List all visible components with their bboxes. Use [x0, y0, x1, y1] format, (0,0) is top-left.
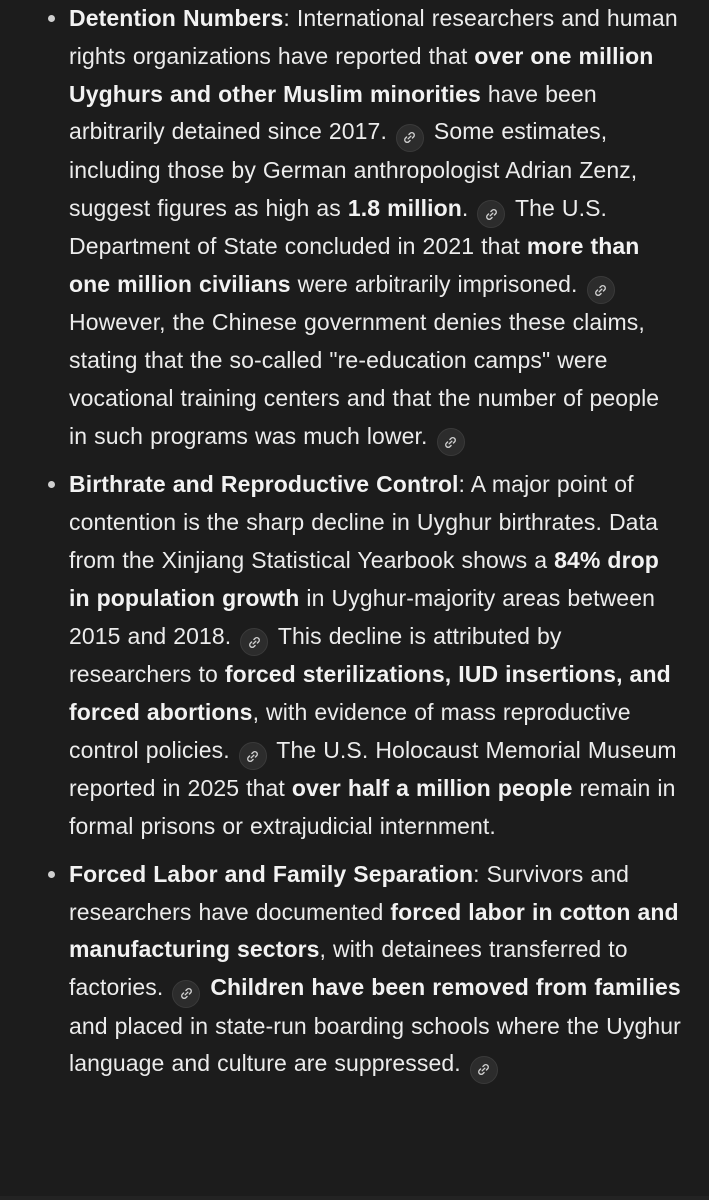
bold-text: forced labor in cotton and manufacturing sectors: [69, 898, 679, 963]
text-run: Some estimates, including those by German anthropologist Adrian Zenz, suggest figures as high as: [69, 118, 638, 221]
bold-text: more than one million civilians: [69, 233, 640, 297]
bold-text: over one million Uyghurs and other Muslim minorities: [69, 42, 654, 107]
text-run: and placed in state-run boarding schools where the Uyghur language and culture are suppressed.: [69, 1012, 681, 1077]
text-run: in Uyghur-majority areas between 2015 and 2018.: [69, 584, 655, 649]
bold-text: Children have been removed from families: [210, 974, 681, 1001]
text-run: : International researchers and human rights organizations have reported that: [69, 5, 678, 69]
text-run: The U.S. Department of State concluded in 2021 that: [69, 194, 608, 260]
text-run: , with detainees transferred to factories.: [69, 936, 628, 1001]
bold-text: forced sterilizations, IUD insertions, and forced abortions: [69, 661, 671, 725]
bold-text: Birthrate and Reproductive Control: [69, 471, 459, 498]
link-icon[interactable]: [396, 124, 424, 152]
list-item: [0, 856, 709, 1084]
text-run: However, the Chinese government denies these claims, stating that the so-called "re-education camps" were vocational training centers and that the number of people in such programs was much lower.: [69, 309, 660, 449]
link-icon[interactable]: [470, 1056, 498, 1084]
link-icon[interactable]: [437, 428, 465, 456]
link-icon[interactable]: [239, 742, 267, 770]
bottom-divider: [0, 1196, 709, 1200]
bold-text: Detention Numbers: [69, 5, 284, 31]
text-run: : A major point of contention is the sharp decline in Uyghur birthrates. Data from the Xinjiang Statistical Yearbook shows a: [69, 471, 658, 573]
bold-text: 1.8 million: [347, 194, 462, 221]
list-item-text: [69, 856, 681, 1084]
text-run: remain in formal prisons or extrajudicial internment.: [69, 775, 676, 839]
text-run: .: [461, 194, 476, 221]
link-icon[interactable]: [477, 200, 505, 228]
bullet-dot: [48, 481, 55, 488]
bullet-dot: [48, 871, 55, 878]
text-run: This decline is attributed by researchers to: [69, 622, 562, 688]
text-run: were arbitrarily imprisoned.: [290, 270, 585, 297]
bullet-dot: [48, 15, 55, 22]
text-run: The U.S. Holocaust Memorial Museum reported in 2025 that: [69, 736, 677, 802]
link-icon[interactable]: [587, 276, 615, 304]
bold-text: Forced Labor and Family Separation: [69, 860, 474, 887]
list-item-text: [69, 0, 681, 456]
text-run: have been arbitrarily detained since 2017.: [69, 80, 597, 145]
bold-text: 84% drop in population growth: [69, 546, 659, 611]
link-icon[interactable]: [172, 980, 200, 1008]
text-run: : Survivors and researchers have documented: [69, 860, 630, 925]
link-icon[interactable]: [240, 628, 268, 656]
text-run: , with evidence of mass reproductive control policies.: [69, 698, 631, 763]
list-item-text: [69, 466, 681, 845]
list-item: [0, 466, 709, 845]
list-item: [0, 0, 709, 456]
bold-text: over half a million people: [291, 775, 573, 802]
